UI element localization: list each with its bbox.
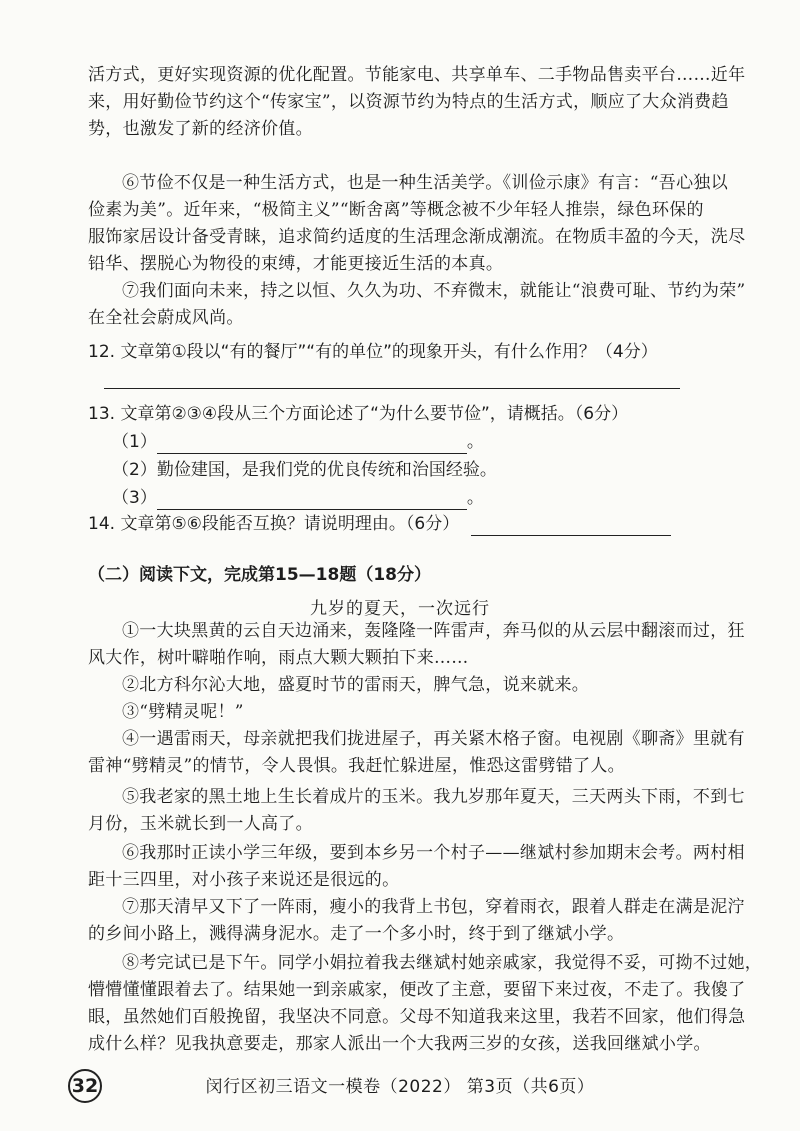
text-line: ⑥节俭不仅是一种生活方式，也是一种生活美学。《训俭示康》有言：“吾心独以 — [122, 173, 728, 193]
period: 。 — [466, 432, 484, 452]
text-line: ⑥我那时正读小学三年级，要到本乡另一个村子——继斌村参加期末会考。两村相 — [122, 843, 745, 863]
page-number-circle: 32 — [68, 1069, 102, 1103]
story-paragraph-8 — [88, 950, 763, 1058]
text-line: 雷神“劈精灵”的情节，令人畏惧。我赶忙躲进屋，惟恐这雷劈错了人。 — [88, 756, 625, 776]
text-line: 铅华、摆脱心为物役的束缚，才能更接近生活的本真。 — [88, 254, 504, 274]
period: 。 — [466, 488, 484, 508]
section-2-heading: （二）阅读下文，完成第15—18题（18分） — [88, 565, 431, 585]
question-13: 13. 文章第②③④段从三个方面论述了“为什么要节俭”，请概括。（6分） — [88, 404, 629, 424]
text-line: 月份，玉米就长到一人高了。 — [88, 814, 313, 834]
story-paragraph-2 — [88, 672, 728, 699]
text-line: 在全社会蔚成风尚。 — [88, 308, 244, 328]
page-footer: 闵行区初三语文一模卷（2022） 第3页（共6页） — [205, 1077, 595, 1097]
question-13-item-2: （2）勤俭建国，是我们党的优良传统和治国经验。 — [112, 460, 497, 480]
text-line: ⑦我们面向未来，持之以恒、久久为功、不弃微末，就能让“浪费可耻、节约为荣” — [122, 281, 746, 301]
text-line: ②北方科尔沁大地，盛夏时节的雷雨天，脾气急，说来就来。 — [122, 675, 590, 695]
item-number: （3） — [112, 488, 157, 508]
story-paragraph-3 — [88, 699, 728, 726]
question-14-text: 14. 文章第⑤⑥段能否互换？请说明理由。（6分） — [88, 514, 460, 534]
text-line: 的乡间小路上，溅得满身泥水。走了一个多小时，终于到了继斌小学。 — [88, 924, 625, 944]
question-12: 12. 文章第①段以“有的餐厅”“有的单位”的现象开头，有什么作用？（4分） — [88, 342, 658, 362]
answer-line-12[interactable] — [104, 388, 680, 389]
text-line: ⑧考完试已是下午。同学小娟拉着我去继斌村她亲戚家，我觉得不妥，可拗不过她， — [122, 953, 763, 973]
text-line: 服饰家居设计备受青睐，追求简约适度的生活理念渐成潮流。在物质丰盈的今天，洗尽 — [88, 227, 746, 247]
text-line: ①一大块黑黄的云自天边涌来，轰隆隆一阵雷声，奔马似的从云层中翻滚而过，狂 — [122, 621, 745, 641]
text-line: 距十三四里，对小孩子来说还是很远的。 — [88, 870, 400, 890]
text-line: 活方式，更好实现资源的优化配置。节能家电、共享单车、二手物品售卖平台……近年 — [88, 65, 746, 85]
story-paragraph-1 — [88, 618, 745, 672]
paragraph-7 — [88, 278, 746, 332]
text-line: 懵懵懂懂跟着去了。结果她一到亲戚家，便改了主意，要留下来过夜，不走了。我傻了 — [88, 980, 746, 1000]
answer-blank-14[interactable] — [471, 517, 671, 536]
text-line: 来，用好勤俭节约这个“传家宝”，以资源节约为特点的生活方式，顺应了大众消费趋 — [88, 92, 729, 112]
story-title: 九岁的夏天，一次远行 — [310, 599, 490, 619]
text-line: ⑤我老家的黑土地上生长着成片的玉米。我九岁那年夏天，三天两头下雨，不到七 — [122, 787, 745, 807]
text-line: 成什么样？见我执意要走，那家人派出一个大我两三岁的女孩，送我回继斌小学。 — [88, 1034, 711, 1054]
text-line: 俭素为美”。近年来，“极简主义”“断舍离”等概念被不少年轻人推崇，绿色环保的 — [88, 200, 704, 220]
question-14 — [88, 512, 671, 536]
answer-blank-13-3[interactable] — [157, 491, 467, 510]
text-line: ④一遇雷雨天，母亲就把我们拢进屋子，再关紧木格子窗。电视剧《聊斋》里就有 — [122, 729, 745, 749]
text-line: ③“劈精灵呢！” — [122, 702, 244, 722]
paragraph-5-continued — [88, 62, 746, 143]
story-paragraph-7 — [88, 894, 745, 948]
text-line: ⑦那天清早又下了一阵雨，瘦小的我背上书包，穿着雨衣，跟着人群走在满是泥泞 — [122, 897, 745, 917]
text-line: 风大作，树叶噼啪作响，雨点大颗大颗拍下来…… — [88, 648, 469, 668]
answer-blank-13-1[interactable] — [157, 435, 467, 454]
paragraph-6 — [88, 170, 746, 278]
story-paragraph-6 — [88, 840, 745, 894]
question-13-item-3 — [112, 486, 484, 510]
question-13-item-1 — [112, 430, 484, 454]
story-paragraph-5 — [88, 784, 745, 838]
story-paragraph-4 — [88, 726, 745, 780]
item-number: （1） — [112, 432, 157, 452]
text-line: 势，也激发了新的经济价值。 — [88, 119, 313, 139]
text-line: 眼，虽然她们百般挽留，我坚决不同意。父母不知道我来这里，我若不回家，他们得急 — [88, 1007, 746, 1027]
